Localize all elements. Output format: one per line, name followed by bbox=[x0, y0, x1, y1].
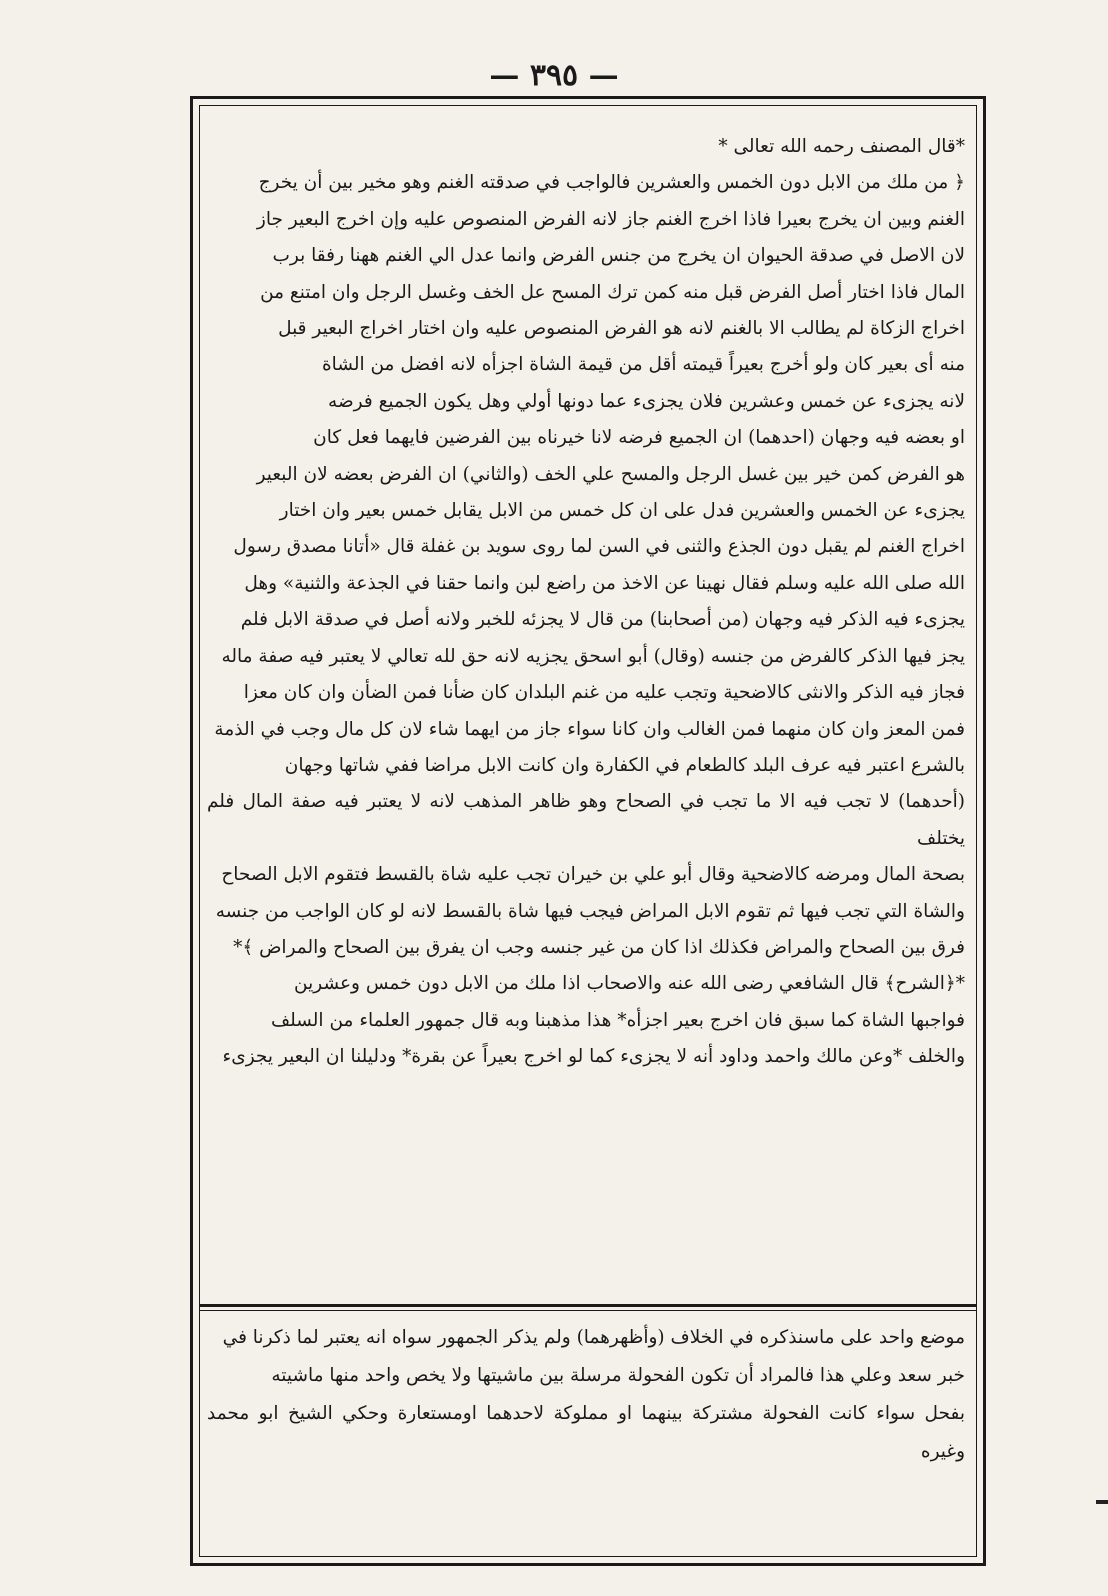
text-line: *﴿الشرح﴾ قال الشافعي رضى الله عنه والاصحاب اذا ملك من الابل دون خمس وعشرين bbox=[294, 973, 965, 995]
scan-edge-mark bbox=[1096, 1500, 1108, 1504]
text-line: لانه يجزىء عن خمس وعشرين فلان يجزىء عما دونها أولي وهل يكون الجميع فرضه bbox=[328, 390, 965, 412]
text-line: فرق بين الصحاح والمراض فكذلك اذا كان من غير جنسه وجب ان يفرق بين الصحاح والمراض ﴾* bbox=[233, 936, 965, 958]
text-line: فمن المعز وان كان منهما فمن الغالب وان كانا سواء جاز من ايهما شاء لان كل مال وجب في الذمة bbox=[214, 718, 965, 740]
footnote-divider bbox=[199, 1304, 977, 1307]
text-line: والخلف *وعن مالك واحمد وداود أنه لا يجزىء كما لو اخرج بعيراً عن بقرة* ودليلنا ان البعير يجزىء bbox=[222, 1046, 965, 1068]
text-line: الله صلى الله عليه وسلم فقال نهينا عن الاخذ من راضع لبن وانما حقنا في الجذعة والثنية» وهل bbox=[244, 572, 965, 594]
text-line: فواجبها الشاة كما سبق فان اخرج بعير اجزأه* هذا مذهبنا وبه قال جمهور العلماء من السلف bbox=[271, 1009, 965, 1031]
footnote-line: بفحل سواء كانت الفحولة مشتركة بينهما او مملوكة لاحدهما اومستعارة وحكي الشيخ ابو محمد وغيره bbox=[207, 1403, 965, 1462]
text-line: يجزىء فيه الذكر فيه وجهان (من أصحابنا) من قال لا يجزئه للخبر ولانه أصل في صدقة الابل فلم bbox=[240, 609, 965, 631]
footnote-text bbox=[207, 1319, 965, 1471]
text-line: هو الفرض كمن خير بين غسل الرجل والمسح علي الخف (والثاني) ان الفرض بعضه لان البعير bbox=[256, 463, 965, 485]
footnote-line: موضع واحد على ماسنذكره في الخلاف (وأظهرهما) ولم يذكر الجمهور سواه انه يعتبر لما ذكرنا في bbox=[222, 1327, 965, 1348]
text-line: المال فاذا اختار أصل الفرض قبل منه كمن ترك المسح عل الخف وغسل الرجل وان امتنع من bbox=[260, 281, 965, 303]
text-line: يجزىء عن الخمس والعشرين فدل على ان كل خمس من الابل يقابل خمس بعير وان اختار bbox=[279, 500, 965, 522]
text-line: (أحدهما) لا تجب فيه الا ما تجب في الصحاح وهو ظاهر المذهب لانه لا يعتبر فيه صفة المال فلم يختلف bbox=[207, 791, 965, 849]
section-heading: *قال المصنف رحمه الله تعالى * bbox=[718, 136, 965, 157]
main-text bbox=[207, 129, 965, 1076]
text-line: لان الاصل في صدقة الحيوان ان يخرج من جنس الفرض وانما عدل الي الغنم ههنا رفقا برب bbox=[272, 245, 965, 267]
text-line: او بعضه فيه وجهان (احدهما) ان الجميع فرضه لانا خيرناه بين الفرضين فايهما فعل كان bbox=[313, 427, 965, 449]
text-line: ﴿ من ملك من الابل دون الخمس والعشرين فالواجب في صدقته الغنم وهو مخير بين أن يخرج bbox=[258, 172, 965, 194]
text-line: بصحة المال ومرضه كالاضحية وقال أبو علي بن خيران تجب عليه شاة بالقسط فتقوم الابل الصحاح bbox=[221, 864, 965, 886]
text-line: اخراج الغنم لم يقبل دون الجذع والثنى في السن لما روى سويد بن غفلة قال «أتانا مصدق رسول bbox=[233, 536, 965, 558]
text-line: اخراج الزكاة لم يطالب الا بالغنم لانه هو الفرض المنصوص عليه وان اختار اخراج البعير قبل bbox=[278, 318, 965, 340]
text-line: بالشرع اعتبر فيه عرف البلد كالطعام في الكفارة وان كانت الابل مراضا ففي شاتها وجهان bbox=[284, 754, 965, 776]
footnote-line: خبر سعد وعلي هذا فالمراد أن تكون الفحولة مرسلة بين ماشيتها ولا يخص واحد منها ماشيته bbox=[271, 1365, 965, 1386]
text-line: والشاة التي تجب فيها ثم تقوم الابل المراض فيجب فيها شاة بالقسط لانه لو كان الواجب من جنسه bbox=[215, 900, 965, 922]
page-frame bbox=[190, 96, 986, 1566]
text-line: فجاز فيه الذكر والانثى كالاضحية وتجب عليه من غنم البلدان كان ضأنا فمن الضأن وان كان معزا bbox=[243, 682, 965, 704]
text-line: منه أى بعير كان ولو أخرج بعيراً قيمته أقل من قيمة الشاة اجزأه لانه افضل من الشاة bbox=[321, 354, 965, 376]
text-line: يجز فيها الذكر كالفرض من جنسه (وقال) أبو اسحق يجزيه لانه حق لله تعالي لا يعتبر فيه صفة ماله bbox=[221, 645, 965, 667]
text-line: الغنم وبين ان يخرج بعيرا فاذا اخرج الغنم جاز لانه الفرض المنصوص عليه وإن اخرج البعير جاز bbox=[256, 208, 965, 230]
page-number: — ٣٩٥ — bbox=[489, 58, 619, 93]
